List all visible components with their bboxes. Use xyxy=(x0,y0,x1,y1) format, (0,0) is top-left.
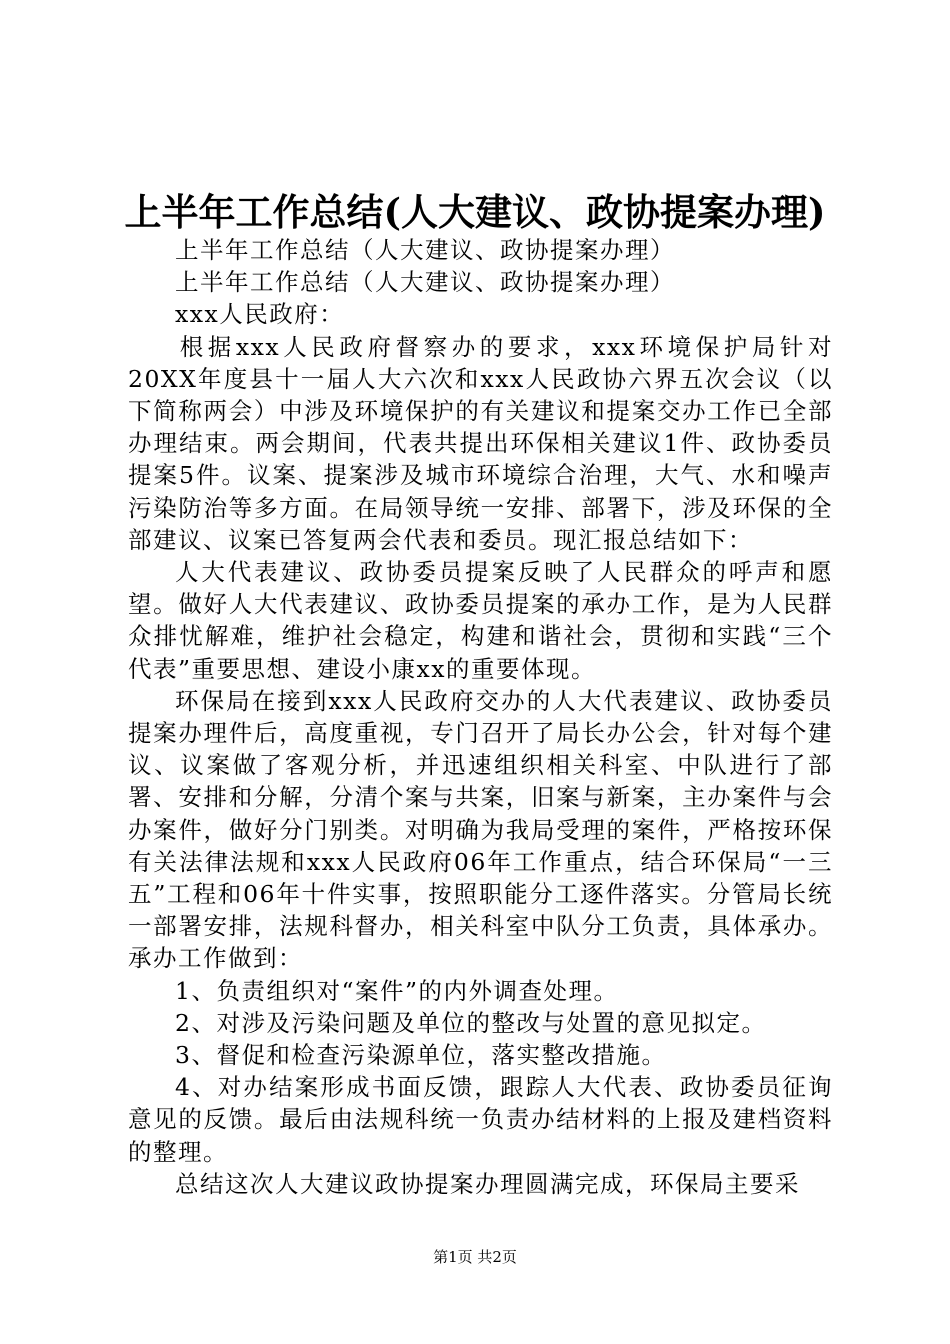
document-body xyxy=(128,234,833,1200)
list-item: 3、督促和检查污染源单位，落实整改措施。 xyxy=(175,1041,667,1070)
paragraph: 总结这次人大建议政协提案办理圆满完成，环保局主要采 xyxy=(175,1169,800,1198)
salutation: xxx人民政府： xyxy=(175,300,345,329)
paragraph: 人大代表建议、政协委员提案反映了人民群众的呼声和愿望。做好人大代表建议、政协委员提案的承办工作，是为人民群众排忧解难，维护社会稳定，构建和谐社会，贯彻和实践“三个代表”重要思想、建设小康xx的重要体现。 xyxy=(128,558,833,683)
list-item: 2、对涉及污染问题及单位的整改与处置的意见拟定。 xyxy=(175,1008,767,1037)
paragraph: 环保局在接到xxx人民政府交办的人大代表建议、政协委员提案办理件后，高度重视，专门召开了局长办公会，针对每个建议、议案做了客观分析，并迅速组织相关科室、中队进行了部署、安排和分解，分清个案与共案，旧案与新案，主办案件与会办案件，做好分门别类。对明确为我局受理的案件，严格按环保有关法律法规和xxx人民政府06年工作重点，结合环保局“一三五”工程和06年十件实事，按照职能分工逐件落实。分管局长统一部署安排，法规科督办，相关科室中队分工负责，具体承办。承办工作做到： xyxy=(128,686,833,973)
document-title: 上半年工作总结(人大建议、政协提案办理) xyxy=(124,190,826,234)
paragraph: 根据xxx人民政府督察办的要求，xxx环境保护局针对20XX年度县十一届人大六次和xxx人民政协六界五次会议（以下简称两会）中涉及环境保护的有关建议和提案交办工作已全部办理结束。两会期间，代表共提出环保相关建议1件、政协委员提案5件。议案、提案涉及城市环境综合治理，大气、水和噪声污染防治等多方面。在局领导统一安排、部署下，涉及环保的全部建议、议案已答复两会代表和委员。现汇报总结如下： xyxy=(128,332,833,554)
list-item: 1、负责组织对“案件”的内外调查处理。 xyxy=(175,976,619,1005)
paragraph: 上半年工作总结（人大建议、政协提案办理） xyxy=(175,268,675,297)
list-item: 4、对办结案形成书面反馈，跟踪人大代表、政协委员征询意见的反馈。最后由法规科统一负责办结材料的上报及建档资料的整理。 xyxy=(128,1073,833,1166)
paragraph: 上半年工作总结（人大建议、政协提案办理） xyxy=(175,236,675,264)
page-footer: 第1页 共2页 xyxy=(433,1248,517,1266)
